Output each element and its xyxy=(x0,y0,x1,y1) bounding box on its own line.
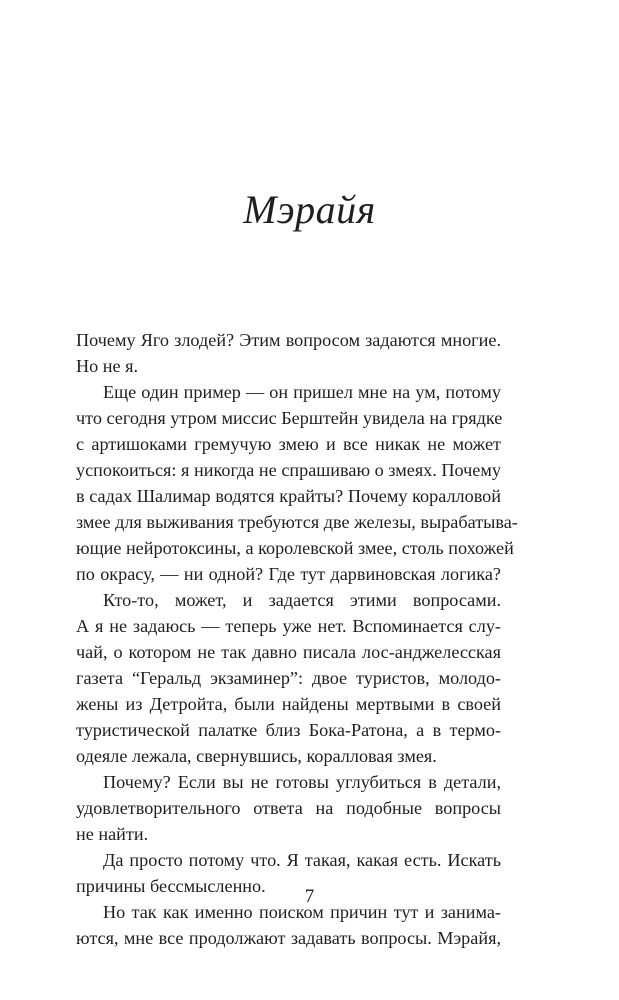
text-line: жены из Детройта, были найдены мертвыми в своей xyxy=(76,694,501,714)
text-line: Почему Яго злодей? Этим вопросом задаются многие. xyxy=(76,330,501,350)
text-line: Кто-то, может, и задается этими вопросами. xyxy=(103,590,501,610)
text-line: туристической палатке близ Бока-Ратона, а в термо- xyxy=(76,720,501,740)
text-line: по окрасу, — ни одной? Где тут дарвиновская логика? xyxy=(76,564,501,584)
text-line: Да просто потому что. Я такая, какая есть. Искать xyxy=(103,850,501,870)
text-line: Но так как именно поиском причин тут и занима- xyxy=(103,902,501,922)
page-number: 7 xyxy=(304,886,315,907)
text-line: успокоиться: я никогда не спрашиваю о змеях. Почему xyxy=(76,460,501,480)
text-line: в садах Шалимар водятся крайты? Почему коралловой xyxy=(76,486,501,506)
text-line: ющие нейротоксины, а королевской змее, столь похожей xyxy=(76,538,514,558)
text-line: змее для выживания требуются две железы, вырабатыва- xyxy=(76,512,518,532)
chapter-title: Мэрайя xyxy=(243,187,376,232)
text-line: ются, мне все продолжают задавать вопросы. Мэрайя, xyxy=(76,928,501,948)
text-line: одеяле лежала, свернувшись, коралловая змея. xyxy=(76,746,437,766)
text-line: удовлетворительного ответа на подобные вопросы xyxy=(76,798,501,818)
text-line: что сегодня утром миссис Берштейн увидела на грядке xyxy=(76,408,503,428)
text-line: Еще один пример — он пришел мне на ум, потому xyxy=(103,382,501,402)
text-line: Почему? Если вы не готовы углубиться в детали, xyxy=(103,772,501,792)
text-line: с артишоками гремучую змею и все никак не может xyxy=(76,434,501,454)
text-line: не найти. xyxy=(76,824,149,844)
text-line: причины бессмысленно. xyxy=(76,876,266,896)
body-text xyxy=(76,327,518,951)
text-line: газета “Геральд экзаминер”: двое туристов, молодо- xyxy=(76,668,501,688)
text-line: Но не я. xyxy=(76,356,139,376)
text-line: А я не задаюсь — теперь уже нет. Вспоминается слу- xyxy=(76,616,501,636)
text-line: чай, о котором не так давно писала лос-анджелесская xyxy=(76,642,501,662)
